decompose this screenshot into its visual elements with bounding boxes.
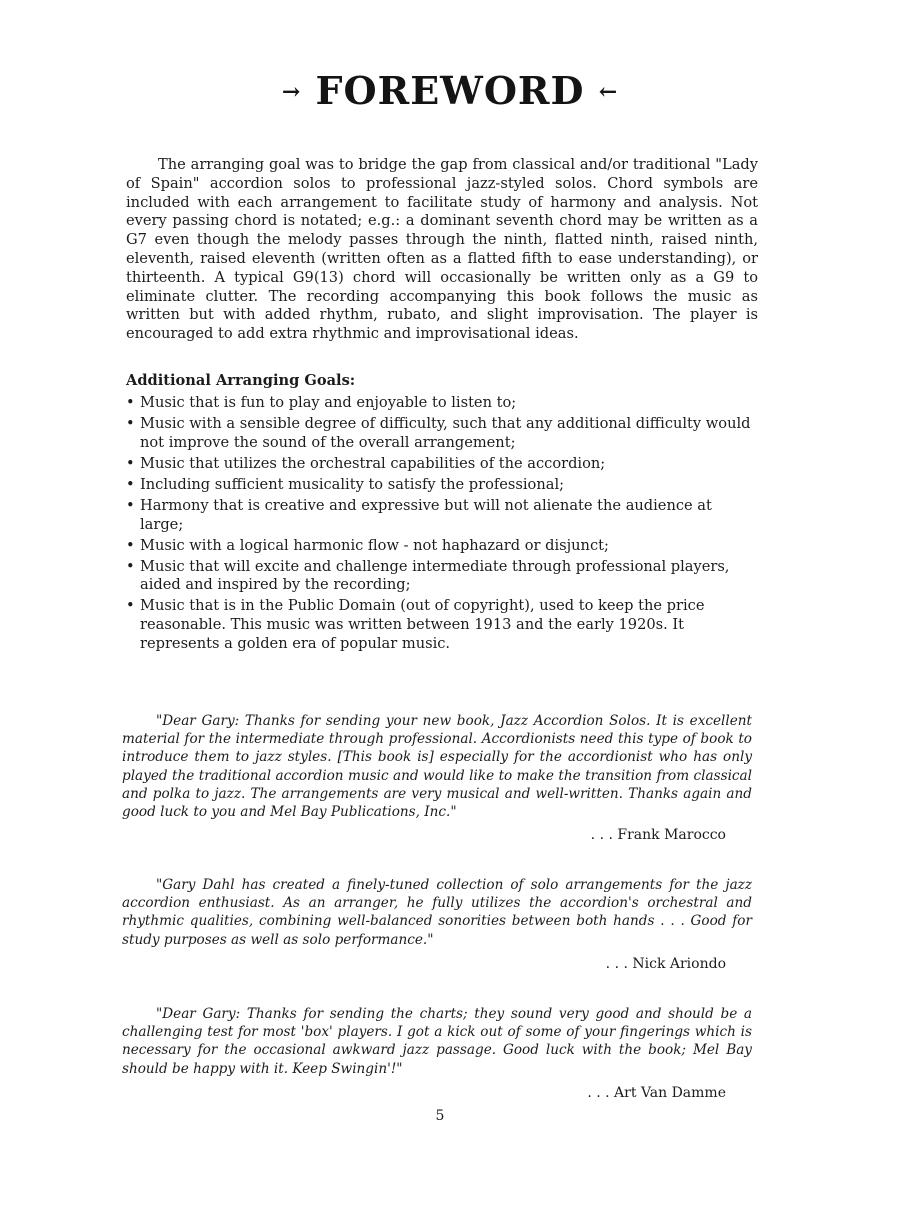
right-arrow-ornament-icon: → — [281, 78, 302, 105]
bullet-icon: • — [126, 557, 135, 575]
testimonial-author: . . . Art Van Damme — [587, 1085, 726, 1101]
goal-text: Harmony that is creative and expressive but will not alienate the audience at large; — [140, 496, 712, 533]
list-item — [126, 558, 758, 596]
list-item — [126, 455, 758, 474]
bullet-icon: • — [126, 394, 135, 411]
goal-text: Music that will excite and challenge intermediate through professional players, aided and inspired by the recording; — [140, 557, 730, 594]
bullet-icon: • — [126, 475, 135, 493]
testimonial-author: . . . Frank Marocco — [590, 827, 726, 843]
goal-text: Music that is in the Public Domain (out of copyright), used to keep the price reasonable. This music was written between 1913 and the early 1920s. It represents a golden era of popular music. — [140, 597, 705, 652]
bullet-icon: • — [126, 597, 135, 615]
testimonial-quote: "Dear Gary: Thanks for sending your new book, Jazz Accordion Solos. It is excellent material for the intermediate through professional. Accordionists need this type of book to introduce them to jazz styles. [This book is] especially for the accordionist who has only played the traditional accordion music and would like to make the transition from classical and polka to jazz. The arrangements are very musical and well-written. Thanks again and good luck to you and Mel Bay Publications, Inc." — [122, 713, 752, 821]
list-item — [126, 415, 758, 453]
left-arrow-ornament-icon: ← — [598, 78, 619, 105]
testimonial-quote: "Dear Gary: Thanks for sending the charts; they sound very good and should be a challenging test for most 'box' players. I got a kick out of some of your fingerings which is necessary for the occasional awkward jazz passage. Good luck with the book; Mel Bay should be happy with it. Keep Swingin'!" — [122, 1006, 752, 1077]
list-item — [126, 597, 758, 653]
goal-text: Music with a sensible degree of difficulty, such that any additional difficulty would not improve the sound of the overall arrangement; — [140, 414, 751, 451]
bullet-icon: • — [126, 454, 135, 472]
page-title — [0, 68, 900, 113]
goal-text: Music that utilizes the orchestral capabilities of the accordion; — [140, 454, 606, 472]
goal-text: Music that is fun to play and enjoyable to listen to; — [140, 394, 517, 411]
title-text: FOREWORD — [315, 68, 585, 113]
list-item — [126, 497, 758, 535]
bullet-icon: • — [126, 414, 135, 432]
bullet-icon: • — [126, 496, 135, 514]
list-item — [126, 537, 758, 556]
list-item — [126, 394, 758, 413]
list-item — [126, 476, 758, 495]
goals-heading: Additional Arranging Goals: — [126, 372, 356, 389]
goals-list — [126, 394, 758, 656]
testimonial-quote: "Gary Dahl has created a finely-tuned collection of solo arrangements for the jazz accordion enthusiast. As an arranger, he fully utilizes the accordion's orchestral and rhythmic qualities, combining well-balanced sonorities between both hands . . . Good for study purposes as well as solo performance." — [122, 877, 752, 948]
intro-paragraph: The arranging goal was to bridge the gap from classical and/or traditional "Lady of Spain" accordion solos to professional jazz-styled solos. Chord symbols are included with each arrangement to facilitate study of harmony and analysis. Not every passing chord is notated; e.g.: a dominant seventh chord may be written as a G7 even though the melody passes through the ninth, flatted ninth, raised ninth, eleventh, raised eleventh (written often as a flatted fifth to ease understanding), or thirteenth. A typical G9(13) chord will occasionally be written only as a G9 to eliminate clutter. The recording accompanying this book follows the music as written but with added rhythm, rubato, and slight improvisation. The player is encouraged to add extra rhythmic and improvisational ideas. — [126, 156, 758, 343]
goal-text: Including sufficient musicality to satisfy the professional; — [140, 475, 565, 493]
page-number: 5 — [435, 1108, 445, 1124]
testimonial-author: . . . Nick Ariondo — [605, 956, 726, 972]
goal-text: Music with a logical harmonic flow - not haphazard or disjunct; — [140, 536, 609, 554]
bullet-icon: • — [126, 536, 135, 554]
